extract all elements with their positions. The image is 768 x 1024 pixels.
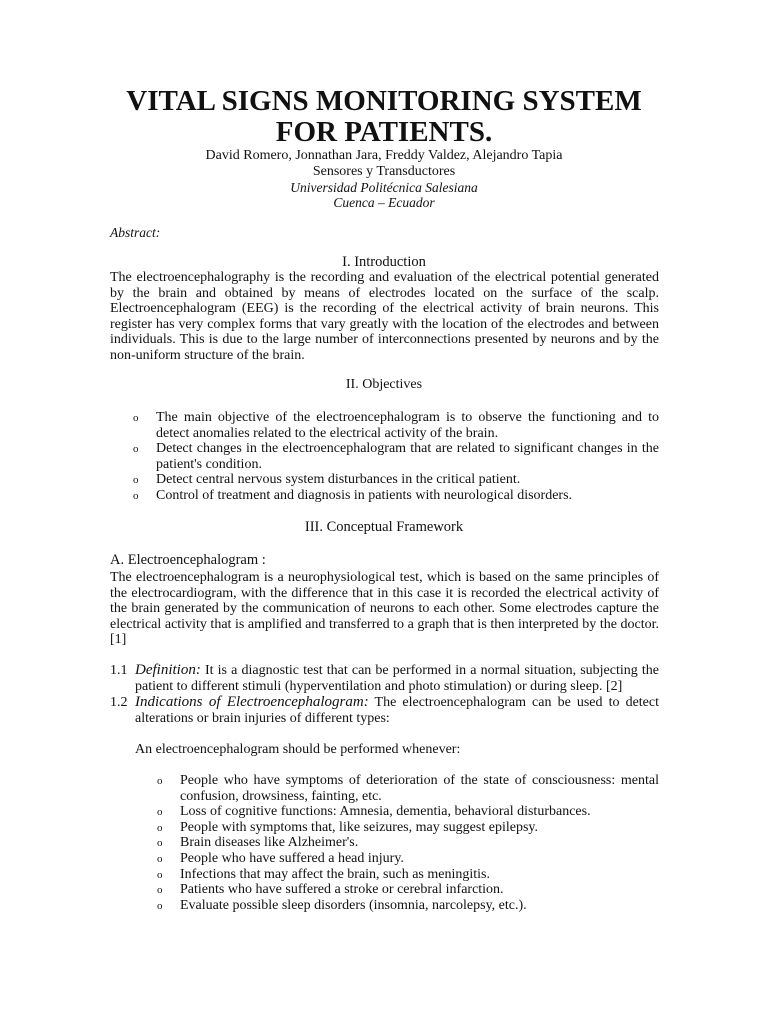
section-heading-framework: III. Conceptual Framework — [304, 519, 464, 535]
title-line-1: VITAL SIGNS MONITORING SYSTEM — [126, 85, 642, 117]
paper-title — [0, 86, 768, 148]
section-heading-introduction: I. Introduction — [342, 254, 426, 270]
list-item: o Control of treatment and diagnosis in patients with neurological disorders. — [133, 487, 573, 503]
section-heading-objectives: II. Objectives — [345, 377, 423, 392]
list-item: o Patients who have suffered a stroke or cerebral infarction. — [157, 882, 504, 898]
list-item: o Detect central nervous system disturbances in the critical patient. — [133, 472, 521, 488]
location: Cuenca – Ecuador — [333, 195, 435, 210]
indications-item: 1.2 Indications of Electroencephalogram: The electroencephalogram can be used to detect alterations or brain injuries of different types: — [110, 694, 659, 726]
course-name: Sensores y Transductores — [312, 164, 456, 179]
list-item: o People who have suffered a head injury. — [157, 850, 404, 866]
list-item: o Evaluate possible sleep disorders (insomnia, narcolepsy, etc.). — [157, 897, 527, 913]
definition-term: Definition: — [135, 662, 201, 678]
list-item: o Infections that may affect the brain, such as meningitis. — [157, 866, 490, 882]
objectives-list — [133, 410, 659, 504]
list-item: o People with symptoms that, like seizures, may suggest epilepsy. — [157, 819, 538, 835]
definition-item: 1.1 Definition: It is a diagnostic test that can be performed in a normal situation, subjecting the patient to different stimuli (hyperventilation and photo stimulation) or during sleep. [2] — [110, 662, 659, 694]
list-item: o Detect changes in the electroencephalogram that are related to significant changes in the patient's condition. — [133, 441, 659, 472]
authors: David Romero, Jonnathan Jara, Freddy Valdez, Alejandro Tapia — [205, 148, 563, 163]
list-item: o Loss of cognitive functions: Amnesia, dementia, behavioral disturbances. — [157, 804, 591, 820]
title-line-2: FOR PATIENTS. — [275, 116, 493, 148]
indications-term: Indications of Electroencephalogram: — [135, 694, 369, 710]
framework-paragraph: The electroencephalogram is a neurophysiological test, which is based on the same principles of the electrocardiogram, with the difference that in this case it is recorded the electrical activity of the brain generated by the communication of neurons to each other. Some electrodes capture the electrical activity that is amplified and transferred to a graph that is then interpreted by the doctor. [1] — [110, 570, 659, 648]
introduction-paragraph: The electroencephalography is the recording and evaluation of the electrical potential generated by the brain and obtained by means of electrodes located on the surface of the scalp. Electroencephalogram (EEG) is the recording of the electrical activity of brain neurons. This register has very complex forms that vary greatly with the location of the electrodes and between individuals. This is due to the large number of interconnections presented by neurons and by the non-uniform structure of the brain. — [110, 270, 659, 363]
list-item: o The main objective of the electroencephalogram is to observe the functioning and to detect anomalies related to the electrical activity of the brain. — [133, 410, 659, 441]
indications-intro: An electroencephalogram should be performed whenever: — [135, 742, 461, 757]
university-name: Universidad Politécnica Salesiana — [290, 180, 478, 195]
indications-list — [157, 773, 659, 913]
list-item: o Brain diseases like Alzheimer's. — [157, 835, 359, 851]
subsection-heading-eeg: A. Electroencephalogram : — [110, 552, 266, 568]
abstract-label: Abstract: — [110, 225, 161, 240]
list-item: o People who have symptoms of deterioration of the state of consciousness: mental confusion, drowsiness, fainting, etc. — [157, 773, 659, 804]
